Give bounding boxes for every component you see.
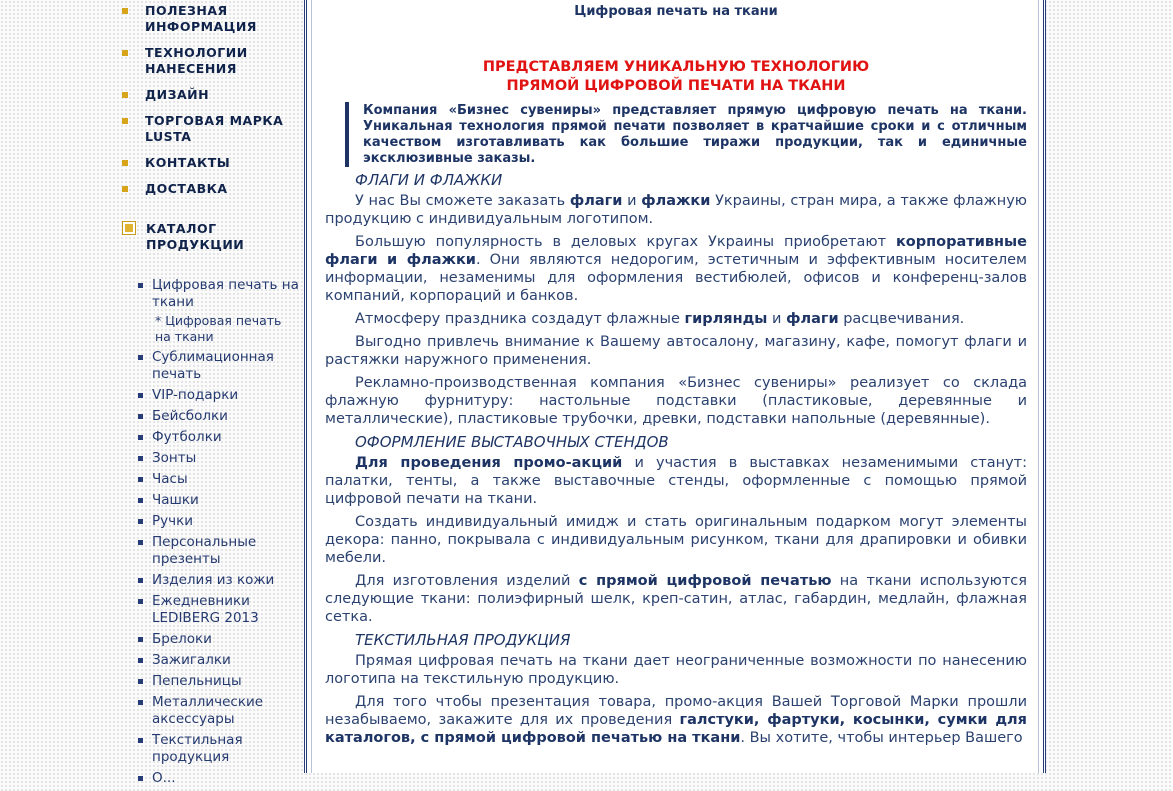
paragraph: Создать индивидуальный имидж и стать оригинальным подарком могут элементы декора: панно, покрывала с индивидуальным рисунком, ткани для драпировки и обивки мебели.: [325, 514, 1027, 566]
bullet-icon: [138, 578, 143, 583]
paragraph: [325, 572, 1027, 626]
paragraph: Рекламно-производственная компания «Бизнес сувениры» реализует со склада флажную фурнитуру: настольные подставки (пластиковые, деревянные и металлические), пластиковые трубочки, древки, подставки напольные (деревянные).: [325, 375, 1027, 427]
menu-item-trademark[interactable]: [122, 113, 297, 145]
catalog-item-label: Пепельницы: [152, 673, 242, 689]
catalog-item-label: Изделия из кожи: [152, 572, 275, 588]
paragraph: [325, 693, 1027, 747]
catalog-item-diaries[interactable]: [138, 593, 300, 627]
catalog-item-digital-print[interactable]: [138, 277, 300, 311]
bold-text: Для проведения промо-акций: [355, 455, 623, 471]
headline-line-2: ПРЯМОЙ ЦИФРОВОЙ ПЕЧАТИ НА ТКАНИ: [506, 78, 846, 94]
menu-item-label: ТОРГОВАЯ МАРКА LUSTA: [145, 113, 284, 144]
catalog-item-label: Зажигалки: [152, 652, 231, 668]
paragraph: [325, 310, 1027, 328]
catalog-item-label: Металлические аксессуары: [152, 694, 264, 727]
bullet-icon: [138, 738, 143, 743]
text-span: Для изготовления изделий: [355, 573, 579, 589]
catalog-item-label: Бейсболки: [152, 408, 228, 424]
intro-quote: Компания «Бизнес сувениры» представляет прямую цифровую печать на ткани. Уникальная технология прямой печати позволяет в кратчайшие сроки и с отличным качеством изготавливать как большие тиражи продукции, так и единичные эксклюзивные заказы.: [345, 102, 1027, 167]
catalog-item-sublimation[interactable]: [138, 349, 300, 383]
catalog-item-label: Зонты: [152, 450, 197, 466]
bullet-icon: [138, 355, 143, 360]
headline-line-1: ПРЕДСТАВЛЯЕМ УНИКАЛЬНУЮ ТЕХНОЛОГИЮ: [482, 59, 870, 75]
text-span: У нас Вы сможете заказать: [355, 193, 570, 209]
catalog-title: КАТАЛОГ ПРОДУКЦИИ: [146, 221, 245, 252]
bold-text: с прямой цифровой печатью: [578, 573, 832, 589]
square-bullet-icon: [122, 118, 128, 124]
bullet-icon: [138, 519, 143, 524]
bullet-icon: [138, 414, 143, 419]
section-heading-textile: ТЕКСТИЛЬНАЯ ПРОДУКЦИЯ: [355, 631, 571, 649]
catalog-item-label: VIP-подарки: [152, 387, 239, 403]
bullet-icon: [138, 540, 143, 545]
catalog-item-label: Брелоки: [152, 631, 212, 647]
square-bullet-icon: [122, 92, 128, 98]
bullet-icon: [138, 393, 143, 398]
page-title: Цифровая печать на ткани: [574, 4, 778, 19]
menu-item-label: ДОСТАВКА: [145, 181, 228, 196]
catalog-item-watches[interactable]: [138, 471, 300, 488]
main-menu: [122, 3, 297, 207]
catalog-item-label: Футболки: [152, 429, 222, 445]
catalog-item-umbrellas[interactable]: [138, 450, 300, 467]
bold-text: галстуки, фартуки, косынки, сумки для каталогов, с прямой цифровой печатью на ткани: [325, 712, 1027, 746]
catalog-item-label: Персональные презенты: [152, 534, 257, 567]
text-span: Большую популярность в деловых кругах Украины приобретают: [355, 234, 896, 250]
square-bullet-icon: [122, 8, 128, 14]
catalog-item-textile[interactable]: [138, 732, 300, 766]
menu-item-delivery[interactable]: [122, 181, 297, 197]
catalog-item-label: Чашки: [152, 492, 199, 508]
bullet-icon: [138, 700, 143, 705]
text-span: . Они являются недорогим, эстетичным и эффективным носителем информации, незаменимы для оформления вестибюлей, офисов и конференц-залов компаний, корпораций и банков.: [325, 252, 1027, 304]
bullet-icon: [138, 637, 143, 642]
bullet-icon: [138, 776, 143, 781]
catalog-item-tshirts[interactable]: [138, 429, 300, 446]
catalog-item-label: О...: [152, 770, 176, 786]
bullet-icon: [138, 679, 143, 684]
catalog-item-caps[interactable]: [138, 408, 300, 425]
paragraph: Прямая цифровая печать на ткани дает неограниченные возможности по нанесению логотипа на текстильную продукцию.: [325, 653, 1027, 687]
left-sidebar: [0, 0, 300, 786]
text-span: и участия в выставках незаменимыми станут: палатки, тенты, а также выставочные стенды, оформленные с помощью прямой цифровой печати на ткани.: [325, 455, 1027, 507]
content-frame: [304, 0, 1046, 773]
bold-text: корпоративные флаги и флажки: [325, 234, 1027, 268]
text-span: и: [622, 193, 642, 209]
catalog-heading[interactable]: [122, 221, 300, 253]
bullet-icon: [138, 477, 143, 482]
paragraph: [325, 192, 1027, 228]
catalog-item-ashtrays[interactable]: [138, 673, 300, 690]
bullet-icon: [138, 283, 143, 288]
catalog-item-label: Ручки: [152, 513, 194, 529]
headline: [325, 58, 1027, 96]
catalog-item-personal-gifts[interactable]: [138, 534, 300, 568]
menu-item-design[interactable]: [122, 87, 297, 103]
paragraph: [325, 454, 1027, 508]
bold-text: флажки: [641, 193, 711, 209]
bullet-icon: [138, 658, 143, 663]
bold-text: флаги: [569, 193, 623, 209]
text-span: и: [767, 311, 787, 327]
menu-item-label: КОНТАКТЫ: [145, 155, 231, 170]
square-bullet-icon: [122, 160, 128, 166]
catalog-item-label: Ежедневники LEDIBERG 2013: [152, 593, 259, 626]
text-span: . Вы хотите, чтобы интерьер Вашего: [740, 730, 1023, 746]
square-bullet-icon: [122, 186, 128, 192]
catalog-item-lighters[interactable]: [138, 652, 300, 669]
paragraph: Выгодно привлечь внимание к Вашему автосалону, магазину, кафе, помогут флаги и растяжки наружного применения.: [325, 334, 1027, 368]
catalog-item-leather[interactable]: [138, 572, 300, 589]
menu-item-technologies[interactable]: [122, 45, 297, 77]
section-heading-stands: ОФОРМЛЕНИЕ ВЫСТАВОЧНЫХ СТЕНДОВ: [355, 433, 669, 451]
catalog-item-vip[interactable]: [138, 387, 300, 404]
article: [325, 4, 1027, 752]
bold-text: флаги: [786, 311, 839, 327]
bullet-icon: [138, 599, 143, 604]
catalog-icon: [122, 221, 136, 235]
text-span: расцвечивания.: [838, 311, 965, 327]
menu-item-label: ДИЗАЙН: [145, 87, 210, 102]
text-span: на ткани используются следующие ткани: полиэфирный шелк, креп-сатин, атлас, габардин, медлайн, флажная сетка.: [325, 573, 1027, 625]
bullet-icon: [138, 498, 143, 503]
catalog-item-metal-accessories[interactable]: [138, 694, 300, 728]
text-span: Для того чтобы презентация товара, промо-акция Вашей Торговой Марки прошли незабываемо, закажите для их проведения: [325, 694, 1027, 728]
text-span: Украины, стран мира, а также флажную продукцию с индивидуальным логотипом.: [325, 193, 1027, 227]
menu-item-info[interactable]: [122, 3, 297, 35]
section-heading-flags: ФЛАГИ И ФЛАЖКИ: [355, 171, 503, 189]
catalog-item-label: Сублимационная печать: [152, 349, 274, 382]
bold-text: гирлянды: [684, 311, 768, 327]
catalog-item-label: Текстильная продукция: [152, 732, 243, 765]
bullet-icon: [138, 435, 143, 440]
catalog-list: [138, 277, 300, 791]
catalog-subitem-digital-print[interactable]: * Цифровая печать на ткани: [155, 313, 282, 344]
bullet-icon: [138, 456, 143, 461]
menu-item-label: ТЕХНОЛОГИИ НАНЕСЕНИЯ: [145, 45, 248, 76]
square-bullet-icon: [122, 50, 128, 56]
catalog-item-label: Цифровая печать на ткани: [152, 277, 299, 310]
menu-item-label: ПОЛЕЗНАЯ ИНФОРМАЦИЯ: [145, 3, 257, 34]
catalog-item-keychains[interactable]: [138, 631, 300, 648]
catalog-item-label: Часы: [152, 471, 188, 487]
catalog-item-pens[interactable]: [138, 513, 300, 530]
menu-item-contacts[interactable]: [122, 155, 297, 171]
catalog-item-mugs[interactable]: [138, 492, 300, 509]
paragraph: [325, 233, 1027, 305]
text-span: Атмосферу праздника создадут флажные: [355, 311, 685, 327]
